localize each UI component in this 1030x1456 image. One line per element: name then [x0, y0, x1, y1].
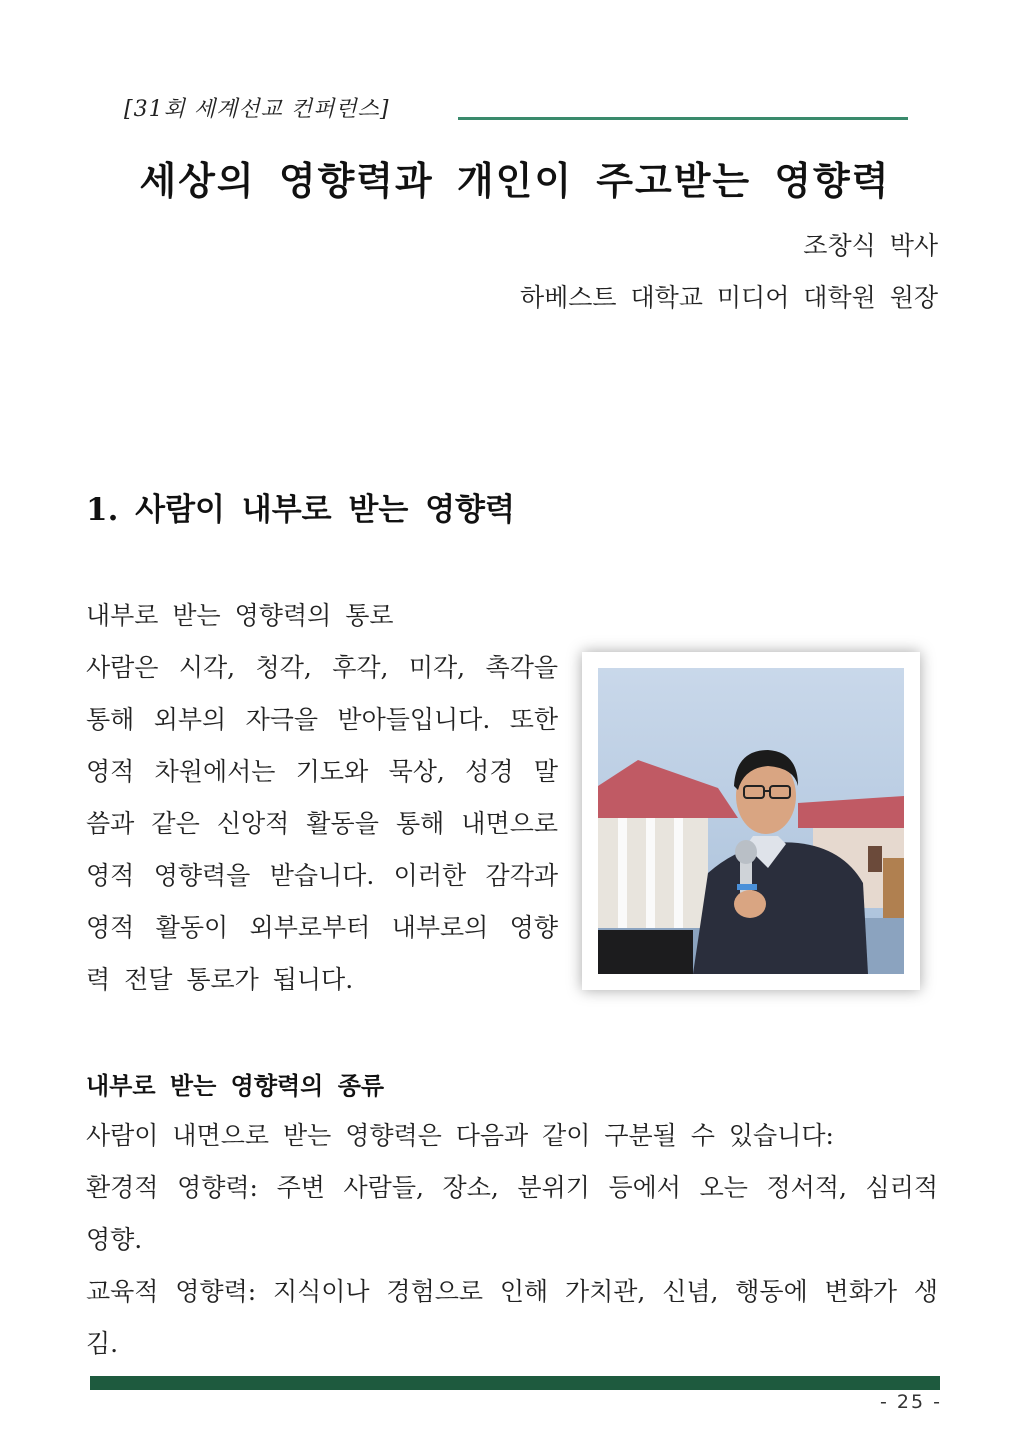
paragraph-line: 교육적 영향력: 지식이나 경험으로 인해 가치관, 신념, 행동에 변화가 생 — [86, 1277, 938, 1306]
speaker-photo — [598, 668, 904, 974]
paragraph-line: 통해 외부의 자극을 받아들입니다. 또한 — [86, 705, 558, 734]
intro-paragraph — [86, 642, 558, 1006]
paragraph-line: 력 전달 통로가 됩니다. — [86, 965, 354, 994]
page-title: 세상의 영향력과 개인이 주고받는 영향력 — [139, 158, 891, 203]
page-number: - 25 - — [880, 1391, 942, 1413]
paragraph-line: 영적 차원에서는 기도와 묵상, 성경 말 — [86, 757, 558, 786]
paragraph-line: 영적 영향력을 받습니다. 이러한 감각과 — [86, 861, 558, 890]
paragraph-line: 영향. — [86, 1225, 143, 1254]
types-paragraph — [86, 1110, 938, 1370]
speaker-photo-illustration — [598, 668, 904, 974]
paragraph-line: 김. — [86, 1329, 119, 1358]
conference-label: [31회 세계선교 컨퍼런스] — [124, 97, 390, 122]
paragraph-line: 사람은 시각, 청각, 후각, 미각, 촉각을 — [86, 653, 558, 682]
subsection-heading: 내부로 받는 영향력의 종류 — [86, 1071, 385, 1100]
footer-bar — [90, 1376, 940, 1390]
paragraph-line: 환경적 영향력: 주변 사람들, 장소, 분위기 등에서 오는 정서적, 심리적 — [86, 1173, 938, 1202]
author-name: 조창식 박사 — [803, 231, 938, 260]
header-rule — [458, 117, 908, 120]
author-affiliation: 하베스트 대학교 미디어 대학원 원장 — [519, 283, 938, 312]
paragraph-line: 영적 활동이 외부로부터 내부로의 영향 — [86, 913, 558, 942]
section-heading: 1. 사람이 내부로 받는 영향력 — [86, 492, 515, 528]
paragraph-line: 사람이 내면으로 받는 영향력은 다음과 같이 구분될 수 있습니다: — [86, 1121, 834, 1150]
paragraph-line: 씀과 같은 신앙적 활동을 통해 내면으로 — [86, 809, 558, 838]
section-subheading: 내부로 받는 영향력의 통로 — [86, 601, 394, 630]
